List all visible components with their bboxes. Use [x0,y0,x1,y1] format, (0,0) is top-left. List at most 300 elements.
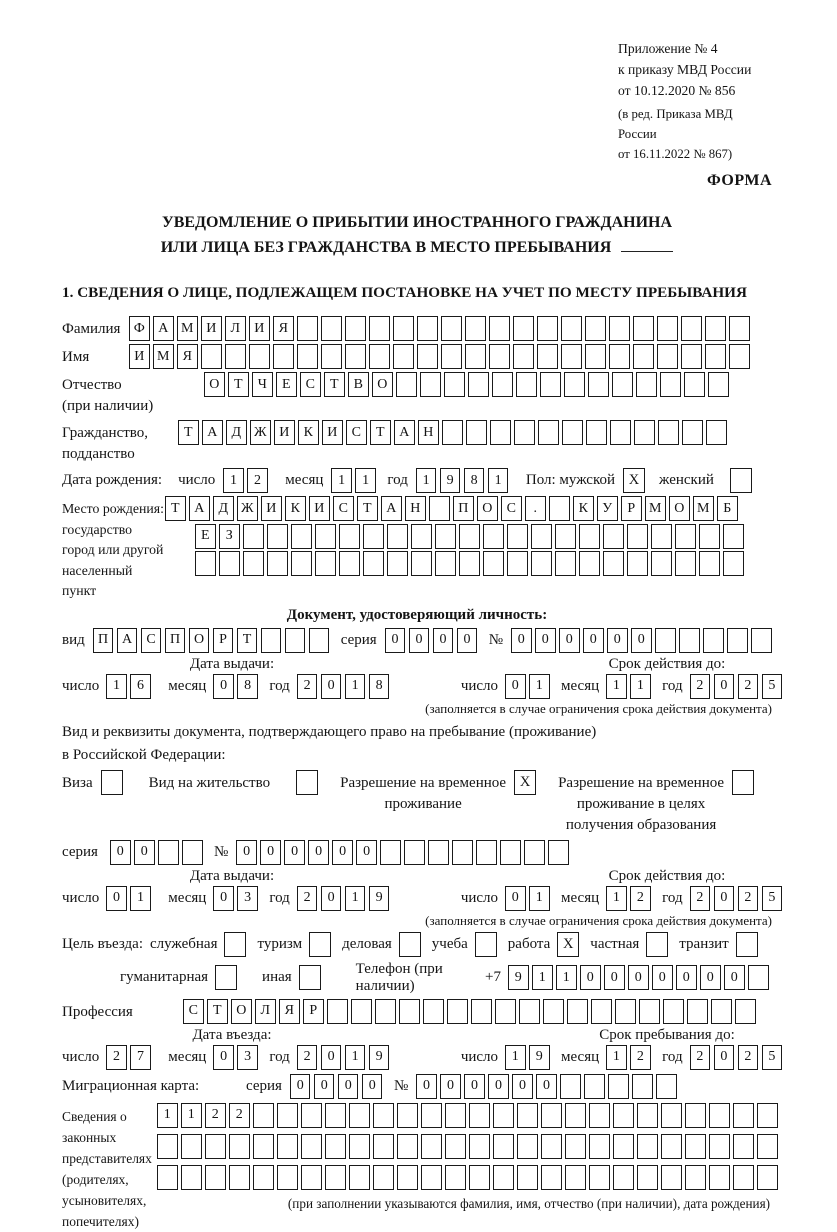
form-cell[interactable] [421,1103,442,1128]
form-cell[interactable] [349,1134,370,1159]
form-cell[interactable]: 7 [130,1045,151,1070]
form-cell[interactable]: Р [621,496,642,521]
form-cell[interactable] [703,628,724,653]
form-cell[interactable] [393,344,414,369]
form-cell[interactable]: 1 [345,1045,366,1070]
form-cell[interactable]: Т [324,372,345,397]
form-cell[interactable] [493,1165,514,1190]
form-cell[interactable]: Я [177,344,198,369]
form-cell[interactable] [537,316,558,341]
form-cell[interactable] [613,1165,634,1190]
form-cell[interactable]: И [249,316,270,341]
form-cell[interactable] [315,551,336,576]
form-cell[interactable] [723,524,744,549]
form-cell[interactable] [555,524,576,549]
form-cell[interactable]: 0 [714,674,735,699]
form-cell[interactable]: 8 [237,674,258,699]
form-cell[interactable] [243,551,264,576]
form-cell[interactable]: Р [303,999,324,1024]
form-cell[interactable] [699,551,720,576]
form-cell[interactable]: М [177,316,198,341]
form-cell[interactable] [531,551,552,576]
form-cell[interactable] [297,344,318,369]
form-cell[interactable]: 0 [631,628,652,653]
form-cell[interactable]: О [669,496,690,521]
form-cell[interactable] [613,1103,634,1128]
form-cell[interactable]: 0 [604,965,625,990]
form-cell[interactable]: 0 [440,1074,461,1099]
form-cell[interactable] [735,999,756,1024]
form-cell[interactable] [452,840,473,865]
form-cell[interactable]: 1 [556,965,577,990]
form-cell[interactable] [393,316,414,341]
visa-checkbox[interactable] [101,770,123,795]
form-cell[interactable]: О [372,372,393,397]
form-cell[interactable] [465,344,486,369]
form-cell[interactable]: 1 [106,674,127,699]
form-cell[interactable]: 0 [583,628,604,653]
form-cell[interactable] [661,1165,682,1190]
form-cell[interactable] [492,372,513,397]
form-cell[interactable] [656,1074,677,1099]
form-cell[interactable] [609,316,630,341]
temp-residence-checkbox[interactable]: X [514,770,536,795]
form-cell[interactable] [445,1134,466,1159]
purpose-study-checkbox[interactable] [475,932,497,957]
form-cell[interactable] [675,524,696,549]
form-cell[interactable] [325,1103,346,1128]
form-cell[interactable]: А [117,628,138,653]
form-cell[interactable]: 1 [532,965,553,990]
form-cell[interactable] [469,1165,490,1190]
form-cell[interactable]: Д [226,420,247,445]
form-cell[interactable] [181,1165,202,1190]
form-cell[interactable] [459,551,480,576]
form-cell[interactable] [285,628,306,653]
form-cell[interactable] [589,1103,610,1128]
form-cell[interactable] [421,1134,442,1159]
form-cell[interactable] [699,524,720,549]
purpose-transit-checkbox[interactable] [736,932,758,957]
form-cell[interactable] [345,316,366,341]
form-cell[interactable]: 5 [762,886,783,911]
form-cell[interactable] [513,344,534,369]
form-cell[interactable]: 0 [284,840,305,865]
form-cell[interactable]: А [394,420,415,445]
form-cell[interactable] [603,524,624,549]
form-cell[interactable]: Т [178,420,199,445]
form-cell[interactable] [363,551,384,576]
form-cell[interactable] [428,840,449,865]
form-cell[interactable] [396,372,417,397]
form-cell[interactable]: Т [357,496,378,521]
form-cell[interactable]: 1 [606,886,627,911]
form-cell[interactable] [685,1134,706,1159]
form-cell[interactable]: М [645,496,666,521]
sex-female-checkbox[interactable] [730,468,752,493]
form-cell[interactable] [610,420,631,445]
form-cell[interactable]: 5 [762,674,783,699]
form-cell[interactable]: В [348,372,369,397]
form-cell[interactable] [661,1103,682,1128]
form-cell[interactable] [681,344,702,369]
form-cell[interactable]: 0 [213,1045,234,1070]
form-cell[interactable]: И [129,344,150,369]
sex-male-checkbox[interactable]: X [623,468,645,493]
form-cell[interactable]: 0 [409,628,430,653]
form-cell[interactable]: 0 [607,628,628,653]
form-cell[interactable] [675,551,696,576]
form-cell[interactable]: 1 [606,674,627,699]
form-cell[interactable]: 1 [355,468,376,493]
form-cell[interactable]: 2 [297,1045,318,1070]
form-cell[interactable] [309,628,330,653]
form-cell[interactable]: Т [207,999,228,1024]
form-cell[interactable] [537,344,558,369]
form-cell[interactable]: Е [195,524,216,549]
form-cell[interactable] [417,316,438,341]
form-cell[interactable] [469,1134,490,1159]
form-cell[interactable]: 1 [505,1045,526,1070]
form-cell[interactable] [229,1165,250,1190]
form-cell[interactable] [249,344,270,369]
form-cell[interactable]: 0 [332,840,353,865]
form-cell[interactable] [751,628,772,653]
form-cell[interactable]: О [189,628,210,653]
form-cell[interactable]: И [261,496,282,521]
form-cell[interactable] [349,1103,370,1128]
form-cell[interactable]: 1 [181,1103,202,1128]
form-cell[interactable] [517,1134,538,1159]
form-cell[interactable] [225,344,246,369]
form-cell[interactable] [663,999,684,1024]
form-cell[interactable] [301,1165,322,1190]
form-cell[interactable]: 9 [508,965,529,990]
form-cell[interactable] [273,344,294,369]
form-cell[interactable] [562,420,583,445]
form-cell[interactable] [709,1165,730,1190]
form-cell[interactable]: 0 [356,840,377,865]
purpose-tourism-checkbox[interactable] [309,932,331,957]
form-cell[interactable] [565,1165,586,1190]
form-cell[interactable] [411,524,432,549]
form-cell[interactable] [658,420,679,445]
form-cell[interactable]: Т [165,496,186,521]
form-cell[interactable] [291,551,312,576]
form-cell[interactable]: 0 [314,1074,335,1099]
form-cell[interactable] [705,344,726,369]
form-cell[interactable]: 0 [535,628,556,653]
form-cell[interactable]: А [202,420,223,445]
form-cell[interactable] [375,999,396,1024]
form-cell[interactable] [586,420,607,445]
form-cell[interactable]: . [525,496,546,521]
form-cell[interactable]: И [309,496,330,521]
form-cell[interactable] [261,628,282,653]
form-cell[interactable]: 6 [130,674,151,699]
form-cell[interactable]: С [141,628,162,653]
form-cell[interactable]: Р [213,628,234,653]
form-cell[interactable]: П [453,496,474,521]
form-cell[interactable] [708,372,729,397]
form-cell[interactable] [613,1134,634,1159]
form-cell[interactable] [471,999,492,1024]
form-cell[interactable] [651,524,672,549]
form-cell[interactable]: 9 [529,1045,550,1070]
form-cell[interactable] [685,1165,706,1190]
form-cell[interactable] [158,840,179,865]
form-cell[interactable] [711,999,732,1024]
form-cell[interactable] [253,1165,274,1190]
form-cell[interactable]: 0 [488,1074,509,1099]
form-cell[interactable] [397,1103,418,1128]
form-cell[interactable]: 0 [416,1074,437,1099]
form-cell[interactable] [444,372,465,397]
form-cell[interactable] [651,551,672,576]
form-cell[interactable] [349,1165,370,1190]
form-cell[interactable]: С [333,496,354,521]
form-cell[interactable]: 1 [488,468,509,493]
form-cell[interactable] [277,1134,298,1159]
form-cell[interactable]: Ж [237,496,258,521]
form-cell[interactable] [476,840,497,865]
form-cell[interactable] [441,316,462,341]
form-cell[interactable]: И [201,316,222,341]
form-cell[interactable] [685,1103,706,1128]
form-cell[interactable]: 2 [690,674,711,699]
form-cell[interactable]: 0 [580,965,601,990]
form-cell[interactable] [560,1074,581,1099]
form-cell[interactable] [723,551,744,576]
form-cell[interactable]: 0 [321,674,342,699]
form-cell[interactable]: 0 [134,840,155,865]
form-cell[interactable]: Е [276,372,297,397]
form-cell[interactable] [561,316,582,341]
form-cell[interactable] [380,840,401,865]
form-cell[interactable]: 0 [457,628,478,653]
form-cell[interactable] [466,420,487,445]
form-cell[interactable] [157,1165,178,1190]
form-cell[interactable] [661,1134,682,1159]
form-cell[interactable]: 0 [652,965,673,990]
form-cell[interactable]: 0 [511,628,532,653]
form-cell[interactable] [517,1165,538,1190]
form-cell[interactable]: Ж [250,420,271,445]
form-cell[interactable]: Д [213,496,234,521]
form-cell[interactable] [516,372,537,397]
form-cell[interactable]: Л [255,999,276,1024]
form-cell[interactable] [705,316,726,341]
form-cell[interactable] [201,344,222,369]
form-cell[interactable] [327,999,348,1024]
form-cell[interactable] [684,372,705,397]
form-cell[interactable]: О [231,999,252,1024]
form-cell[interactable] [321,344,342,369]
form-cell[interactable] [608,1074,629,1099]
form-cell[interactable]: О [204,372,225,397]
form-cell[interactable] [513,316,534,341]
form-cell[interactable] [157,1134,178,1159]
form-cell[interactable]: 0 [676,965,697,990]
form-cell[interactable]: П [165,628,186,653]
form-cell[interactable] [657,344,678,369]
form-cell[interactable] [634,420,655,445]
form-cell[interactable] [579,551,600,576]
form-cell[interactable] [627,524,648,549]
form-cell[interactable]: 0 [505,886,526,911]
form-cell[interactable] [500,840,521,865]
form-cell[interactable] [339,551,360,576]
form-cell[interactable]: 1 [345,674,366,699]
form-cell[interactable]: 2 [205,1103,226,1128]
form-cell[interactable]: 1 [130,886,151,911]
form-cell[interactable]: 0 [464,1074,485,1099]
form-cell[interactable] [483,524,504,549]
form-cell[interactable] [469,1103,490,1128]
form-cell[interactable] [589,1134,610,1159]
form-cell[interactable]: 0 [536,1074,557,1099]
form-cell[interactable]: 0 [290,1074,311,1099]
form-cell[interactable] [429,496,450,521]
form-cell[interactable]: И [322,420,343,445]
form-cell[interactable] [589,1165,610,1190]
form-cell[interactable]: К [285,496,306,521]
form-cell[interactable] [205,1134,226,1159]
form-cell[interactable] [399,999,420,1024]
form-cell[interactable]: З [219,524,240,549]
form-cell[interactable] [540,372,561,397]
form-cell[interactable] [633,316,654,341]
form-cell[interactable]: С [346,420,367,445]
form-cell[interactable] [182,840,203,865]
form-cell[interactable]: 9 [440,468,461,493]
form-cell[interactable] [397,1165,418,1190]
form-cell[interactable]: 2 [247,468,268,493]
form-cell[interactable] [729,344,750,369]
form-cell[interactable] [541,1165,562,1190]
form-cell[interactable] [363,524,384,549]
form-cell[interactable] [465,316,486,341]
form-cell[interactable] [687,999,708,1024]
form-cell[interactable] [205,1165,226,1190]
form-cell[interactable] [423,999,444,1024]
form-cell[interactable]: 3 [237,1045,258,1070]
form-cell[interactable] [748,965,769,990]
form-cell[interactable] [538,420,559,445]
form-cell[interactable]: П [93,628,114,653]
form-cell[interactable] [514,420,535,445]
form-cell[interactable]: Л [225,316,246,341]
form-cell[interactable] [229,1134,250,1159]
form-cell[interactable]: 8 [369,674,390,699]
form-cell[interactable]: 9 [369,1045,390,1070]
form-cell[interactable] [681,316,702,341]
form-cell[interactable] [301,1103,322,1128]
form-cell[interactable] [489,316,510,341]
form-cell[interactable]: 9 [369,886,390,911]
form-cell[interactable]: 0 [385,628,406,653]
form-cell[interactable] [633,344,654,369]
form-cell[interactable] [531,524,552,549]
form-cell[interactable]: Н [418,420,439,445]
form-cell[interactable] [345,344,366,369]
form-cell[interactable]: 3 [237,886,258,911]
form-cell[interactable] [543,999,564,1024]
form-cell[interactable] [442,420,463,445]
form-cell[interactable] [243,524,264,549]
form-cell[interactable] [519,999,540,1024]
form-cell[interactable] [373,1103,394,1128]
form-cell[interactable]: 2 [630,1045,651,1070]
form-cell[interactable] [493,1103,514,1128]
form-cell[interactable] [639,999,660,1024]
form-cell[interactable]: А [153,316,174,341]
form-cell[interactable] [490,420,511,445]
form-cell[interactable] [632,1074,653,1099]
form-cell[interactable]: 8 [464,468,485,493]
purpose-private-checkbox[interactable] [646,932,668,957]
form-cell[interactable] [421,1165,442,1190]
form-cell[interactable]: 0 [110,840,131,865]
form-cell[interactable] [387,551,408,576]
form-cell[interactable] [612,372,633,397]
form-cell[interactable]: 1 [416,468,437,493]
form-cell[interactable]: Ч [252,372,273,397]
form-cell[interactable]: 0 [338,1074,359,1099]
form-cell[interactable] [297,316,318,341]
form-cell[interactable]: 0 [260,840,281,865]
form-cell[interactable] [564,372,585,397]
form-cell[interactable]: 1 [345,886,366,911]
form-cell[interactable] [321,316,342,341]
form-cell[interactable] [541,1103,562,1128]
form-cell[interactable]: 1 [606,1045,627,1070]
form-cell[interactable]: 1 [630,674,651,699]
form-cell[interactable] [339,524,360,549]
form-cell[interactable]: 2 [297,674,318,699]
form-cell[interactable] [637,1103,658,1128]
purpose-work-checkbox[interactable]: X [557,932,579,957]
form-cell[interactable] [315,524,336,549]
form-cell[interactable]: 0 [321,1045,342,1070]
form-cell[interactable] [445,1103,466,1128]
form-cell[interactable] [277,1103,298,1128]
form-cell[interactable] [733,1165,754,1190]
form-cell[interactable]: К [298,420,319,445]
form-cell[interactable] [435,524,456,549]
form-cell[interactable] [411,551,432,576]
form-cell[interactable] [627,551,648,576]
form-cell[interactable] [757,1165,778,1190]
residence-permit-checkbox[interactable] [296,770,318,795]
form-cell[interactable] [325,1165,346,1190]
form-cell[interactable] [709,1134,730,1159]
form-cell[interactable]: 2 [229,1103,250,1128]
form-cell[interactable] [447,999,468,1024]
form-cell[interactable]: А [381,496,402,521]
form-cell[interactable] [517,1103,538,1128]
form-cell[interactable]: Т [228,372,249,397]
form-cell[interactable] [195,551,216,576]
form-cell[interactable] [267,524,288,549]
form-cell[interactable]: С [501,496,522,521]
form-cell[interactable]: 1 [331,468,352,493]
form-cell[interactable]: Я [273,316,294,341]
form-cell[interactable]: 0 [724,965,745,990]
form-cell[interactable] [636,372,657,397]
form-cell[interactable] [588,372,609,397]
form-cell[interactable] [445,1165,466,1190]
